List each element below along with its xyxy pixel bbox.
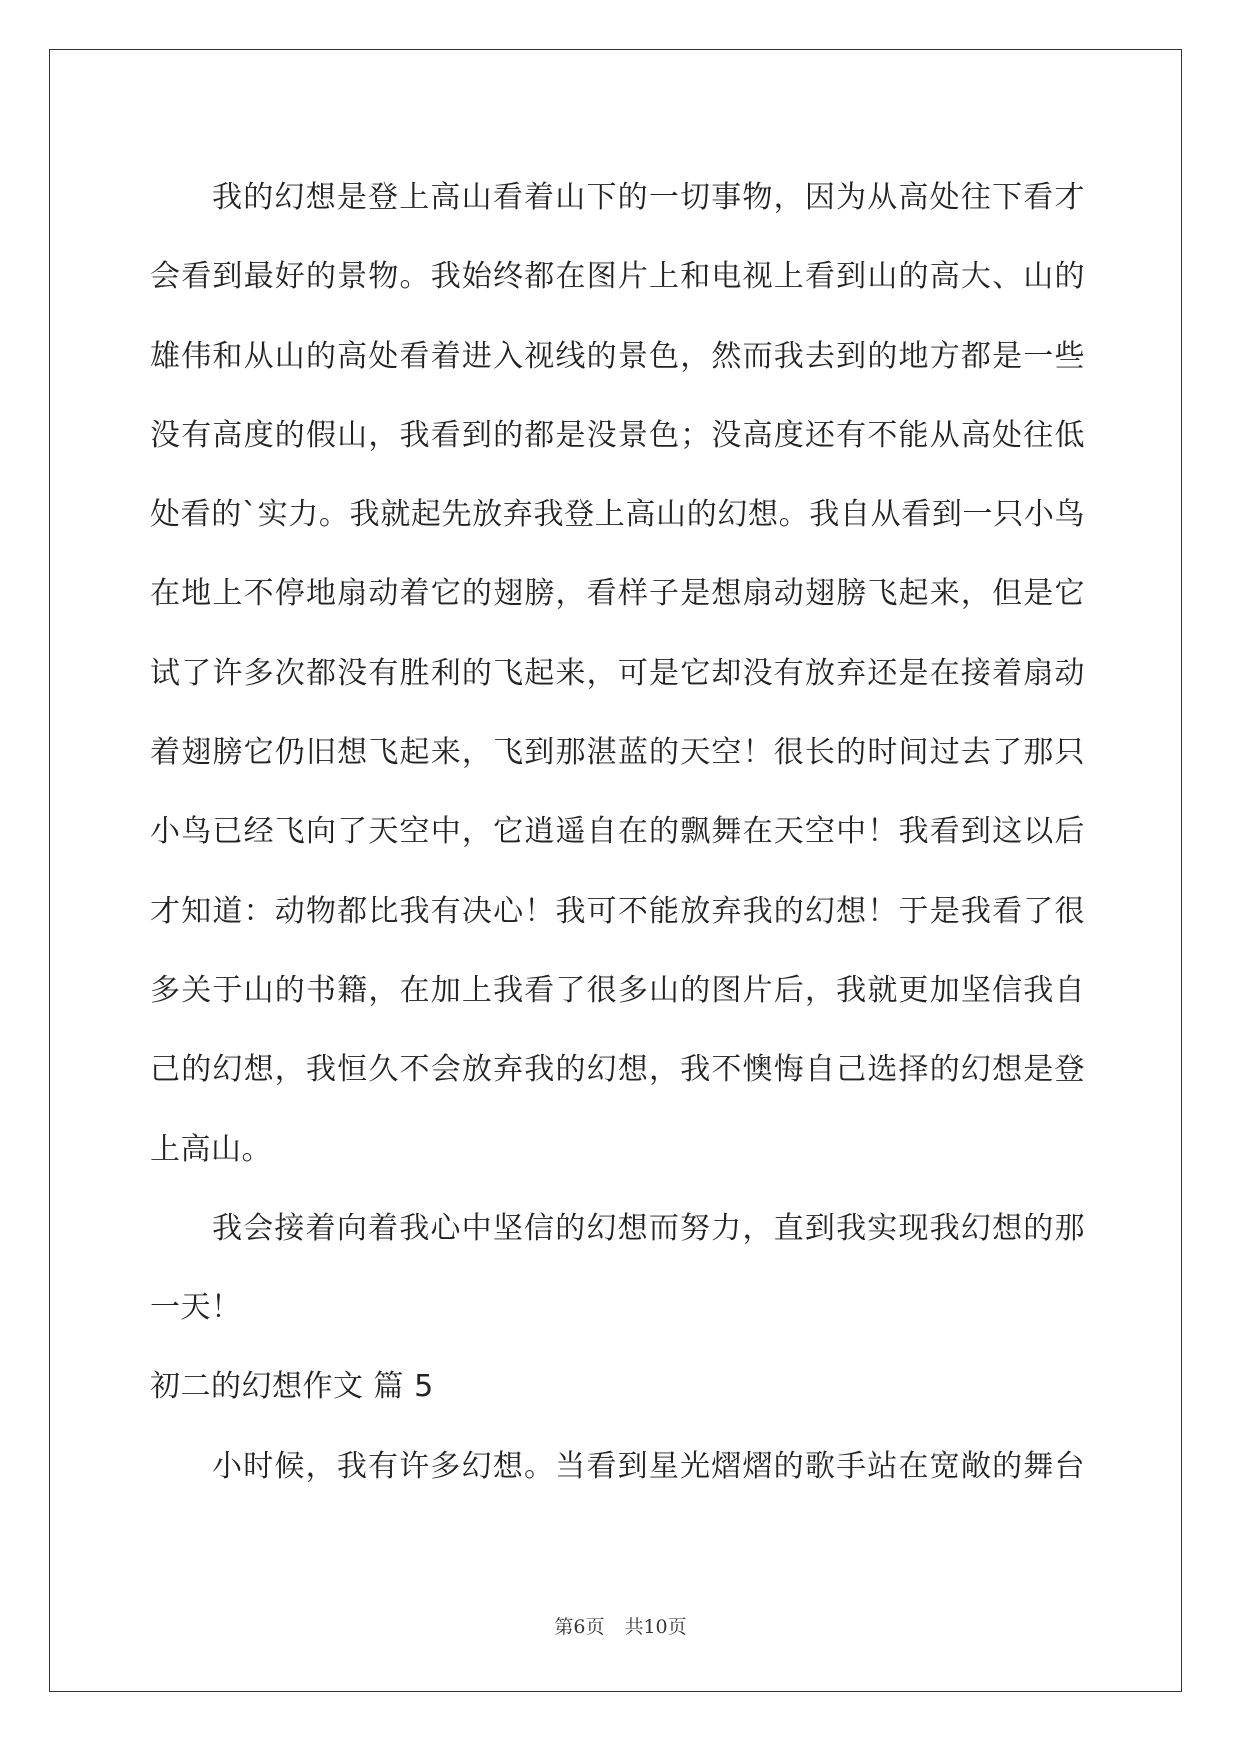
- paragraph-line: 小时候，我有许多幻想。当看到星光熠熠的歌手站在宽敞的舞台: [212, 1448, 1085, 1484]
- paragraph-line: 小鸟已经飞向了天空中，它逍遥自在的飘舞在天空中！我看到这以后: [150, 814, 1085, 850]
- paragraph-line: 多关于山的书籍，在加上我看了很多山的图片后，我就更加坚信我自: [150, 972, 1085, 1008]
- paragraph-line: 着翅膀它仍旧想飞起来，飞到那湛蓝的天空！很长的时间过去了那只: [150, 735, 1085, 771]
- page-footer: [0, 1612, 1241, 1639]
- paragraph-line: 才知道：动物都比我有决心！我可不能放弃我的幻想！于是我看了很: [150, 893, 1085, 929]
- paragraph-line: 己的幻想，我恒久不会放弃我的幻想，我不懊悔自己选择的幻想是登: [150, 1052, 1085, 1088]
- paragraph-line: 上高山。: [150, 1131, 272, 1167]
- paragraph-line: 会看到最好的景物。我始终都在图片上和电视上看到山的高大、山的: [150, 259, 1085, 295]
- paragraph-line: 试了许多次都没有胜利的飞起来，可是它却没有放弃还是在接着扇动: [150, 655, 1085, 691]
- paragraph-line: 一天！: [150, 1290, 242, 1326]
- paragraph-line: 雄伟和从山的高处看着进入视线的景色，然而我去到的地方都是一些: [150, 338, 1085, 374]
- paragraph-line: 处看的`实力。我就起先放弃我登上高山的幻想。我自从看到一只小鸟: [150, 497, 1085, 533]
- paragraph-line: 我的幻想是登上高山看着山下的一切事物，因为从高处往下看才: [212, 180, 1085, 215]
- paragraph-line: 没有高度的假山，我看到的都是没景色；没高度还有不能从高处往低: [150, 417, 1085, 453]
- section-heading: 初二的幻想作文 篇 5: [150, 1369, 434, 1405]
- document-body: [150, 158, 1085, 1506]
- page-total: 共10页: [624, 1616, 687, 1638]
- paragraph-line: 我会接着向着我心中坚信的幻想而努力，直到我实现我幻想的那: [212, 1210, 1085, 1246]
- paragraph-line: 在地上不停地扇动着它的翅膀，看样子是想扇动翅膀飞起来，但是它: [150, 576, 1085, 612]
- page-number: 第6页: [554, 1616, 605, 1638]
